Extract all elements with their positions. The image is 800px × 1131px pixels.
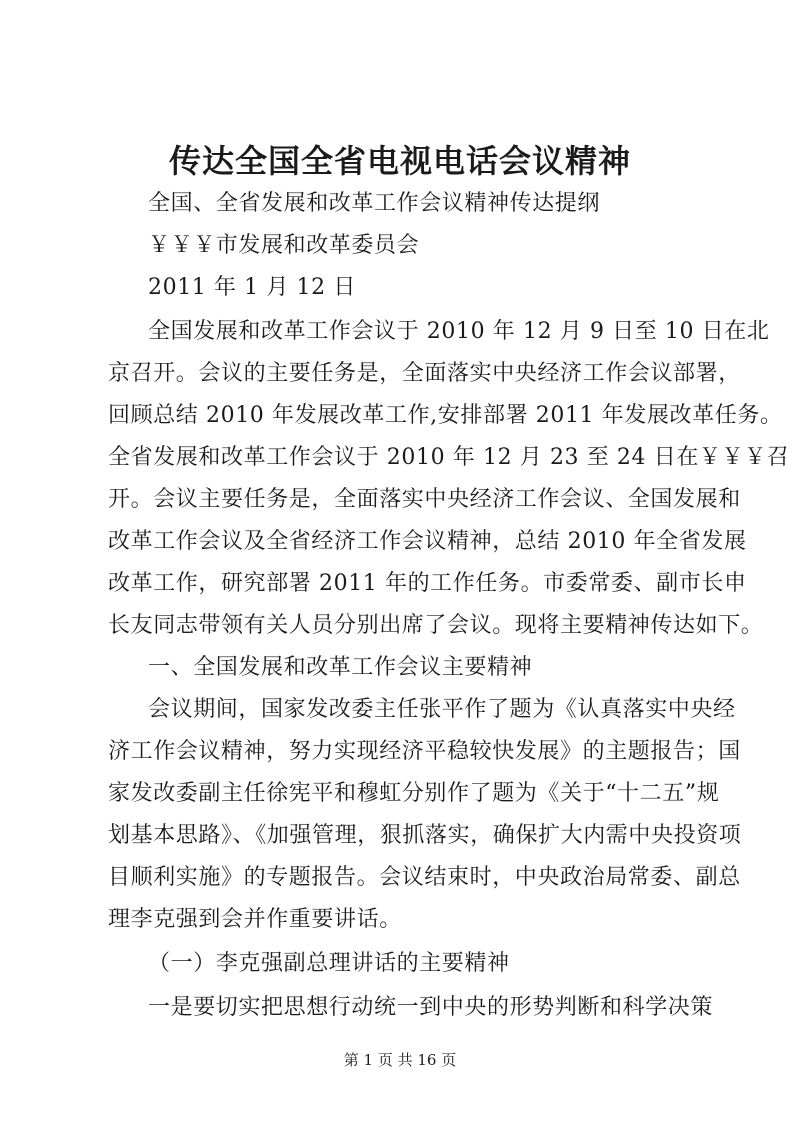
- document-title: 传达全国全省电视电话会议精神: [168, 142, 631, 180]
- issuer-line: ￥￥￥市发展和改革委员会: [148, 233, 420, 258]
- paragraph-line: 改革工作，研究部署 2011 年的工作任务。市委常委、副市长申: [108, 571, 747, 596]
- subsection-heading: （一）李克强副总理讲话的主要精神: [148, 951, 510, 976]
- paragraph-line: 回顾总结 2010 年发展改革工作,安排部署 2011 年发展改革任务。: [108, 403, 783, 428]
- paragraph-line: 划基本思路》、《加强管理，狠抓落实，确保扩大内需中央投资项: [108, 823, 742, 848]
- paragraph-line: 理李克强到会并作重要讲话。: [108, 907, 402, 932]
- page-number: 第 1 页 共 16 页: [343, 1051, 457, 1069]
- paragraph-line: 一是要切实把思想行动统一到中央的形势判断和科学决策: [148, 995, 714, 1020]
- paragraph-line: 目顺利实施》的专题报告。会议结束时，中央政治局常委、副总: [108, 865, 741, 890]
- paragraph-line: 开。会议主要任务是，全面落实中央经济工作会议、全国发展和: [108, 487, 741, 512]
- paragraph-line: 会议期间，国家发改委主任张平作了题为《认真落实中央经: [148, 697, 736, 722]
- paragraph-line: 全省发展和改革工作会议于 2010 年 12 月 23 至 24 日在￥￥￥召: [108, 445, 790, 470]
- paragraph-line: 家发改委副主任徐宪平和穆虹分别作了题为《关于“十二五”规: [108, 781, 720, 806]
- subtitle-line: 全国、全省发展和改革工作会议精神传达提纲: [148, 191, 601, 216]
- paragraph-line: 全国发展和改革工作会议于 2010 年 12 月 9 日至 10 日在北: [148, 319, 770, 344]
- date-line: 2011 年 1 月 12 日: [148, 275, 356, 300]
- paragraph-line: 济工作会议精神，努力实现经济平稳较快发展》的主题报告；国: [108, 739, 741, 764]
- paragraph-line: 京召开。会议的主要任务是，全面落实中央经济工作会议部署，: [108, 361, 741, 386]
- paragraph-line: 改革工作会议及全省经济工作会议精神，总结 2010 年全省发展: [108, 529, 747, 554]
- section-heading: 一、全国发展和改革工作会议主要精神: [148, 655, 533, 680]
- paragraph-line: 长友同志带领有关人员分别出席了会议。现将主要精神传达如下。: [108, 613, 764, 638]
